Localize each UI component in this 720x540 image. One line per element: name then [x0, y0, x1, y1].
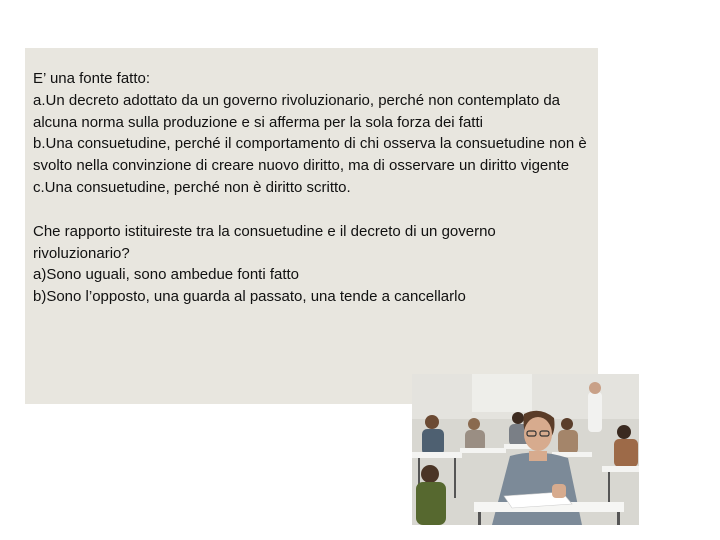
question1-option-a: a.Un decreto adottato da un governo rivoluzionario, perché non contemplato da alcuna norma sulla produzione e si afferma per la sola forza dei fatti — [33, 91, 561, 131]
question1-intro: E’ una fonte fatto: — [33, 70, 151, 87]
question-content — [33, 68, 589, 308]
question2-intro: Che rapporto istituireste tra la consuetudine e il decreto di un governo rivoluzionario? — [33, 222, 496, 262]
paragraph-spacer — [33, 199, 589, 221]
question2-option-b: b)Sono l’opposto, una guarda al passato, una tende a cancellarlo — [33, 288, 466, 306]
question-textbox — [25, 48, 598, 404]
classroom-illustration — [412, 374, 639, 525]
question2-option-a: a)Sono uguali, sono ambedue fonti fatto — [33, 266, 300, 284]
classroom-exam-photo — [412, 374, 639, 525]
question1-option-b: b.Una consuetudine, perché il comportamento di chi osserva la consuetudine non è svolto nella convinzione di creare nuovo diritto, ma di osservare un diritto vigente — [33, 135, 587, 175]
question1-option-c: c.Una consuetudine, perché non è diritto scritto. — [33, 178, 351, 196]
